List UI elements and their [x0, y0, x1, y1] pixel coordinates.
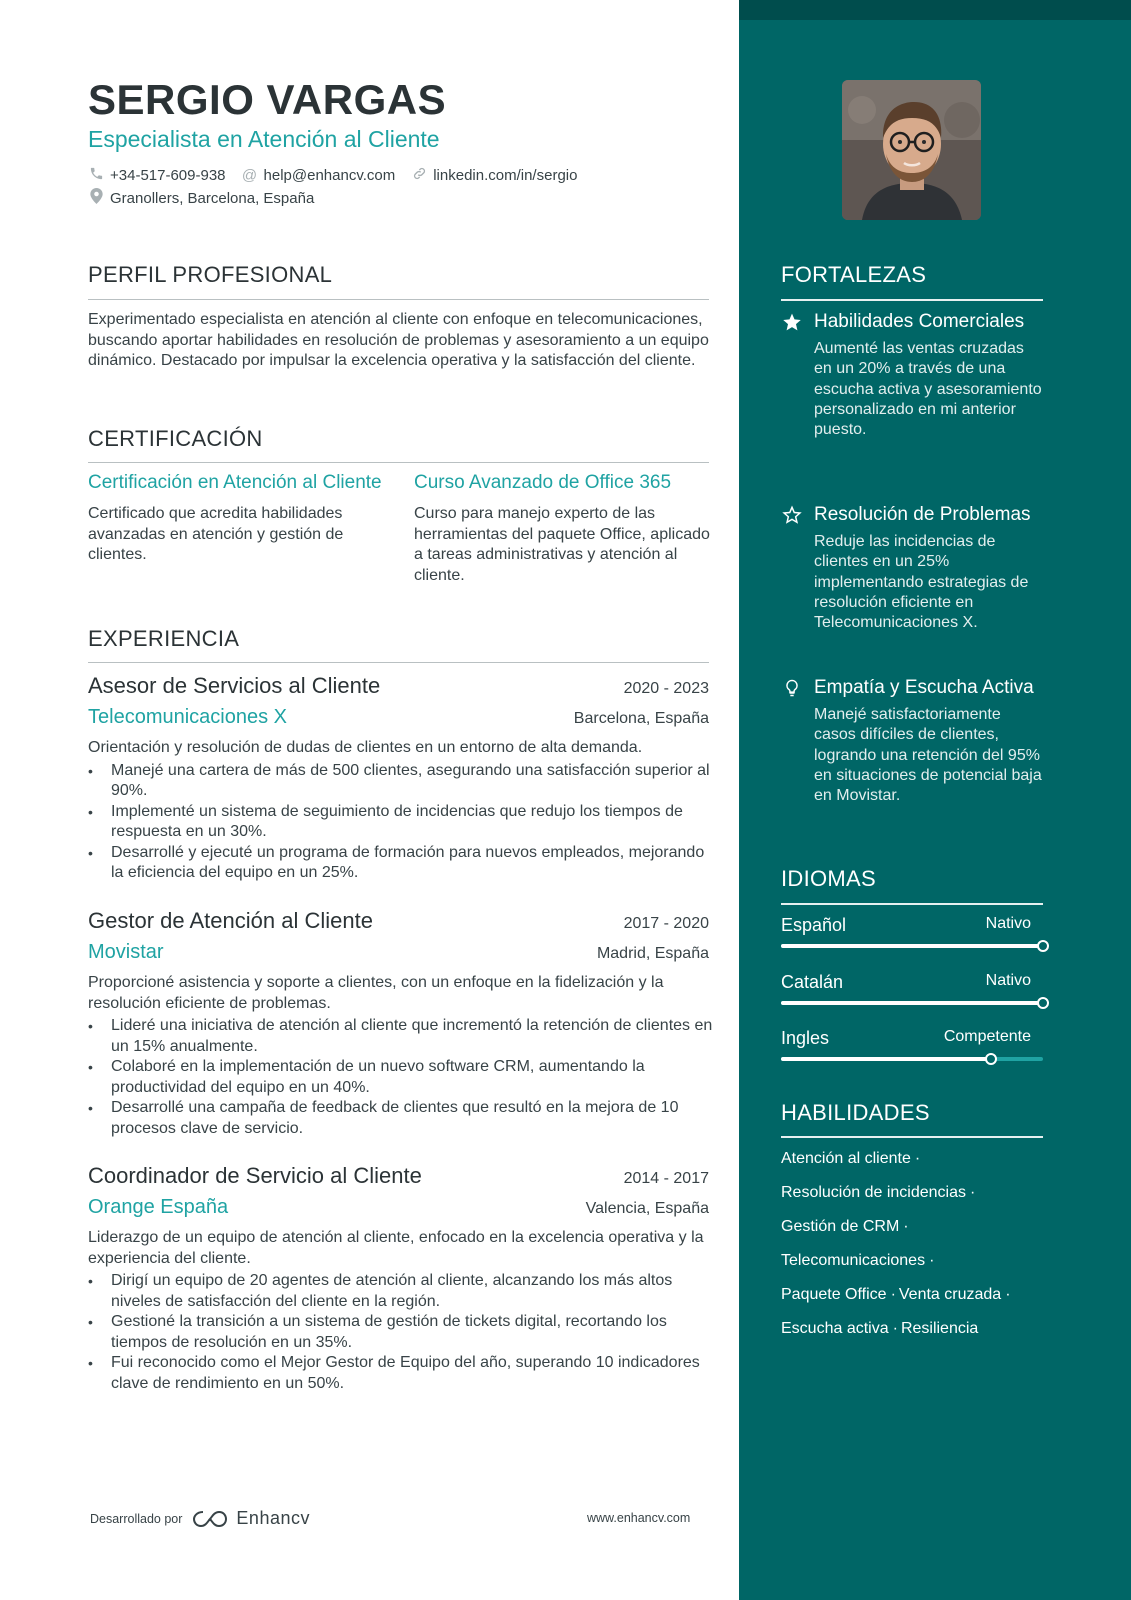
linkedin-text[interactable]: linkedin.com/in/sergio [433, 167, 578, 184]
experience-heading: EXPERIENCIA [88, 626, 240, 651]
skill-separator: · [970, 1184, 976, 1201]
skill-separator: · [892, 1320, 898, 1337]
skill-item: Venta cruzada [898, 1286, 1002, 1303]
job-bullet-list [88, 1271, 709, 1394]
job-dates: 2017 - 2020 [623, 915, 709, 932]
job-entry [88, 907, 713, 1139]
job-role: Gestor de Atención al Cliente [88, 908, 373, 933]
experience-divider [88, 662, 709, 663]
footer-credit [90, 1508, 310, 1529]
link-icon [411, 166, 427, 186]
email-item [242, 167, 396, 185]
language-proficiency-bar [781, 1001, 1043, 1005]
contact-row-1 [88, 166, 593, 186]
skill-separator: · [890, 1286, 896, 1303]
job-bullet: • Desarrollé una campaña de feedback de clientes que resultó en la mejora de 10 procesos clave de servicio. [88, 1098, 713, 1139]
star-outline-icon [781, 505, 803, 527]
skill-item: Resolución de incidencias [781, 1184, 966, 1201]
job-summary: Liderazgo de un equipo de atención al cliente, enfocado en la excelencia operativa y la experiencia del cliente. [88, 1229, 704, 1267]
language-proficiency-knob [985, 1053, 997, 1065]
strengths-heading: FORTALEZAS [781, 262, 927, 287]
job-bullet: • Lideré una iniciativa de atención al cliente que incrementó la retención de clientes en un 15% anualmente. [88, 1016, 713, 1057]
sidebar-top-bar [739, 0, 1131, 20]
contact-row-2 [88, 188, 330, 209]
job-role: Coordinador de Servicio al Cliente [88, 1163, 422, 1188]
job-bullet: • Desarrollé y ejecuté un programa de formación para nuevos empleados, mejorando la eficiencia del equipo en un 25%. [88, 843, 713, 884]
strength-title: Empatía y Escucha Activa [814, 677, 1034, 698]
email-text[interactable]: help@enhancv.com [263, 167, 396, 184]
job-bullet: • Gestioné la transición a un sistema de gestión de tickets digital, recortando los tiempos de resolución en un 35%. [88, 1312, 713, 1353]
candidate-name: SERGIO VARGAS [88, 76, 447, 123]
job-summary: Orientación y resolución de dudas de clientes en un entorno de alta demanda. [88, 739, 643, 756]
strength-item [781, 310, 1043, 440]
skill-item: Escucha activa [781, 1320, 889, 1337]
language-level: Competente [943, 1028, 1031, 1045]
language-proficiency-fill [781, 944, 1043, 948]
profile-photo [842, 80, 981, 220]
location-text: Granollers, Barcelona, España [110, 189, 315, 207]
location-pin-icon [88, 188, 104, 209]
skills-row [781, 1251, 937, 1271]
enhancv-logo-icon [192, 1509, 228, 1529]
languages-divider [781, 903, 1043, 905]
skills-row [781, 1217, 912, 1237]
job-bullet: • Colaboré en la implementación de un nuevo software CRM, aumentando la productividad del equipo en un 40%. [88, 1057, 713, 1098]
footer-website[interactable]: www.enhancv.com [587, 1511, 691, 1525]
lightbulb-icon [781, 678, 803, 700]
language-proficiency-knob [1037, 997, 1049, 1009]
language-proficiency-bar [781, 944, 1043, 948]
skill-item: Resiliencia [900, 1320, 979, 1337]
skill-separator: · [1005, 1286, 1011, 1303]
profile-text: Experimentado especialista en atención al cliente con enfoque en telecomunicaciones, buscando aportar habilidades en resolución de problemas y asesoramiento a un equipo dinámico. Destacado por impulsar la excelencia operativa y la satisfacción del cliente. [88, 311, 709, 369]
skill-separator: · [903, 1218, 909, 1235]
job-bullet: • Manejé una cartera de más de 500 clientes, asegurando una satisfacción superior al 90%. [88, 761, 713, 802]
job-bullet: • Dirigí un equipo de 20 agentes de atención al cliente, alcanzando los más altos niveles de satisfacción del cliente en la región. [88, 1271, 713, 1312]
job-company: Movistar [88, 941, 164, 963]
developed-by-text: Desarrollado por [90, 1511, 183, 1526]
skill-item: Gestión de CRM [781, 1218, 900, 1235]
language-name: Español [781, 915, 847, 935]
job-entry [88, 672, 709, 884]
skills-row [781, 1319, 978, 1339]
strength-title: Resolución de Problemas [814, 504, 1031, 525]
enhancv-brand-text: Enhancv [236, 1508, 310, 1528]
language-level: Nativo [985, 972, 1031, 989]
job-role: Asesor de Servicios al Cliente [88, 673, 381, 698]
job-company: Orange España [88, 1196, 229, 1218]
skill-item: Paquete Office [781, 1286, 887, 1303]
skills-row [781, 1183, 978, 1203]
skills-divider [781, 1136, 1043, 1138]
job-dates: 2014 - 2017 [623, 1170, 709, 1187]
certification-title: Curso Avanzado de Office 365 [414, 472, 672, 493]
certification-item [414, 471, 714, 586]
skills-heading: HABILIDADES [781, 1100, 930, 1125]
certification-title: Certificación en Atención al Cliente [88, 472, 382, 493]
language-item [781, 972, 1043, 1005]
language-proficiency-fill [781, 1001, 1043, 1005]
skill-separator: · [914, 1150, 921, 1167]
languages-heading: IDIOMAS [781, 866, 876, 891]
at-icon: @ [241, 167, 258, 184]
language-name: Catalán [781, 972, 844, 992]
job-bullet-list [88, 1016, 713, 1139]
certification-description: Certificado que acredita habilidades avanzadas en atención y gestión de clientes. [88, 505, 344, 563]
job-location: Valencia, España [585, 1200, 709, 1217]
language-name: Ingles [781, 1028, 830, 1048]
certification-item [88, 471, 388, 566]
strength-description: Aumenté las ventas cruzadas en un 20% a través de una escucha activa y asesoramiento personalizado en mi anterior puesto. [814, 340, 1042, 439]
phone-icon [88, 166, 104, 186]
language-proficiency-bar [781, 1057, 1043, 1061]
profile-divider [88, 299, 709, 300]
skill-separator: · [929, 1252, 935, 1269]
star-filled-icon [781, 312, 803, 334]
job-location: Barcelona, España [573, 710, 709, 727]
job-summary: Proporcioné asistencia y soporte a clientes, con un enfoque en la fidelización y la resolución eficiente de problemas. [88, 974, 664, 1012]
language-proficiency-knob [1037, 940, 1049, 952]
phone-item [88, 166, 226, 186]
certification-heading: CERTIFICACIÓN [88, 426, 263, 451]
linkedin-item [411, 166, 577, 186]
language-item [781, 1028, 1043, 1061]
certification-divider [88, 462, 709, 463]
enhancv-logo[interactable] [192, 1508, 310, 1529]
skill-item: Atención al cliente [781, 1150, 911, 1167]
phone-text[interactable]: +34-517-609-938 [110, 167, 226, 184]
strength-item [781, 503, 1043, 633]
candidate-title: Especialista en Atención al Cliente [88, 126, 440, 152]
profile-heading: PERFIL PROFESIONAL [88, 262, 333, 287]
strength-item [781, 676, 1043, 806]
job-bullet: • Fui reconocido como el Mejor Gestor de Equipo del año, superando 10 indicadores clave de rendimiento en un 50%. [88, 1353, 713, 1394]
strength-description: Manejé satisfactoriamente casos difíciles de clientes, logrando una retención del 95% en situaciones de potencial baja en Movistar. [814, 706, 1042, 805]
skills-row [781, 1285, 1014, 1305]
job-entry [88, 1162, 709, 1394]
location-item [88, 188, 314, 209]
certification-description: Curso para manejo experto de las herramientas del paquete Office, aplicado a tareas administrativas y atención al cliente. [414, 505, 710, 584]
language-proficiency-fill [781, 1057, 991, 1061]
skill-item: Telecomunicaciones [781, 1252, 926, 1269]
job-location: Madrid, España [596, 945, 709, 962]
job-company: Telecomunicaciones X [88, 706, 287, 728]
strengths-divider [781, 299, 1043, 301]
job-bullet: • Implementé un sistema de seguimiento de incidencias que redujo los tiempos de respuesta en un 30%. [88, 802, 713, 843]
language-level: Nativo [985, 915, 1031, 932]
job-dates: 2020 - 2023 [623, 680, 709, 697]
strength-title: Habilidades Comerciales [814, 311, 1025, 332]
language-item [781, 915, 1043, 948]
job-bullet-list [88, 761, 709, 884]
strength-description: Reduje las incidencias de clientes en un 25% implementando estrategias de resolución eficiente en Telecomunicaciones X. [814, 533, 1029, 632]
skills-row [781, 1149, 923, 1169]
